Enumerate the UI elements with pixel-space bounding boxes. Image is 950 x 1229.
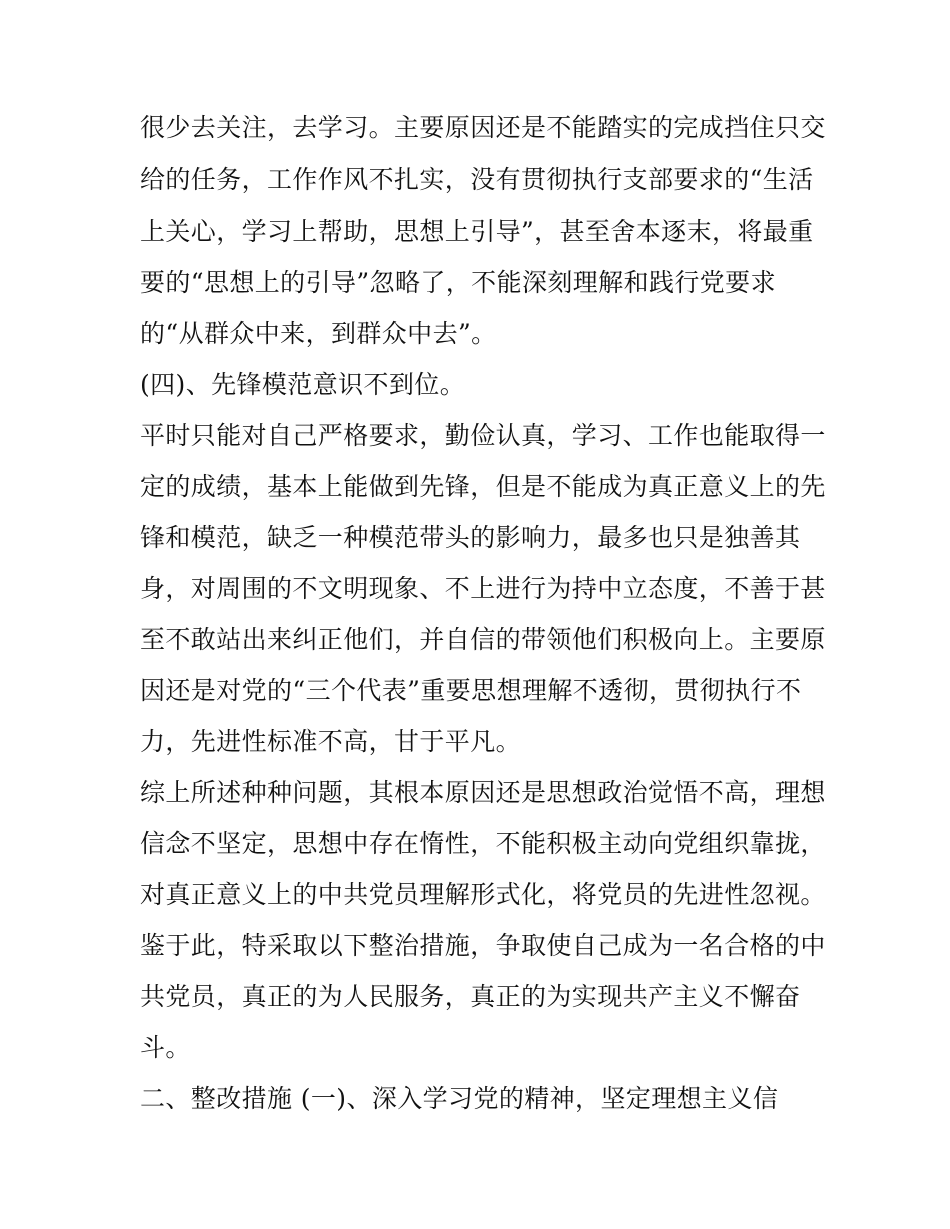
text-line: 对真正意义上的中共党员理解形式化，将党员的先进性忽视。 bbox=[140, 880, 826, 909]
text-line: 至不敢站出来纠正他们，并自信的带领他们积极向上。主要原 bbox=[140, 625, 826, 654]
section-heading: 二、整改措施 (一)、深入学习党的精神，坚定理想主义信 bbox=[140, 1084, 779, 1113]
text-line: 共党员，真正的为人民服务，真正的为实现共产主义不懈奋 bbox=[140, 982, 801, 1011]
text-line: 上关心，学习上帮助，思想上引导”，甚至舍本逐末，将最重 bbox=[140, 217, 814, 246]
text-line: 力，先进性标准不高，甘于平凡。 bbox=[140, 727, 522, 756]
text-line: 定的成绩，基本上能做到先锋，但是不能成为真正意义上的先 bbox=[140, 472, 826, 501]
text-line: 锋和模范，缺乏一种模范带头的影响力，最多也只是独善其 bbox=[140, 523, 801, 552]
text-line: 因还是对党的“三个代表”重要思想理解不透彻，贯彻执行不 bbox=[140, 676, 802, 705]
text-line: 身，对周围的不文明现象、不上进行为持中立态度，不善于甚 bbox=[140, 574, 826, 603]
text-line: 平时只能对自己严格要求，勤俭认真，学习、工作也能取得一 bbox=[140, 421, 826, 450]
text-line: 斗。 bbox=[140, 1033, 191, 1062]
text-line: 的“从群众中来，到群众中去”。 bbox=[140, 319, 497, 348]
section-heading: (四)、先锋模范意识不到位。 bbox=[140, 370, 466, 399]
text-line: 很少去关注，去学习。主要原因还是不能踏实的完成挡住只交 bbox=[140, 113, 826, 142]
text-line: 要的“思想上的引导”忽略了，不能深刻理解和践行党要求 bbox=[140, 268, 776, 297]
text-line: 综上所述种种问题，其根本原因还是思想政治觉悟不高，理想 bbox=[140, 778, 826, 807]
text-line: 信念不坚定，思想中存在惰性，不能积极主动向党组织靠拢， bbox=[140, 829, 826, 858]
text-line: 鉴于此，特采取以下整治措施，争取使自己成为一名合格的中 bbox=[140, 931, 826, 960]
text-line: 给的任务，工作作风不扎实，没有贯彻执行支部要求的“生活 bbox=[140, 165, 814, 194]
